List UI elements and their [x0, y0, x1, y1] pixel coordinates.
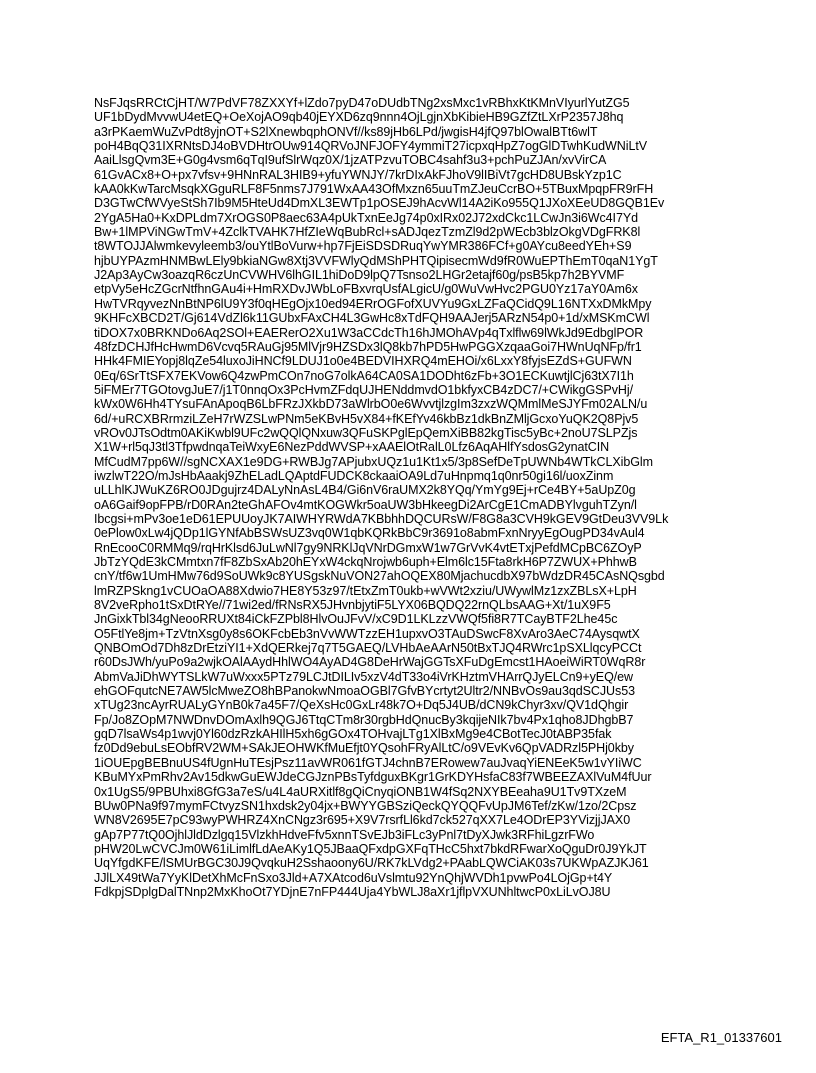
text-line: FdkpjSDplgDalTNnp2MxKhoOt7YDjnE7nFP444Uja4YbWLJ8aXr1jflpVXUNhltwcP0xLiLvOJ8U: [94, 884, 611, 899]
encoded-text-block: [94, 96, 734, 899]
text-line: 1iOUEpgBEBnuUS4fUgnHuTEsjPsz11avWR061fGTJ4chnB7ERowew7auJvaqYiENEeK5w1vYIiWC: [94, 755, 642, 770]
text-line: vROv0JTsOdtm0AKiKwbl9UFc2wQQlQNxuw3QFuSKPglEpQemXiBB82kgTisc5yBc+2noU7SLPZjs: [94, 425, 638, 440]
text-line: QNBOmOd7Dh8zDrEtziYI1+XdQERkej7q7T5GAEQ/LVHbAeAArN50tBxTJQ4RWrc1pSXLlqcyPCCt: [94, 641, 642, 656]
text-line: gAp7P77tQ0OjhlJldDzlgq15VlzkhHdveFfv5xnnTSvEJb3iFLc3yPnl7tDyXJwk3RFhiLgzrFWo: [94, 827, 595, 842]
text-line: 48fzDCHJfHcHwmD6Vcvq5RAuGj95MlVjr9HZSDx3lQ8kb7hPD5HwPGGXzqaaGoi7HWnUqNFp/fr1: [94, 339, 642, 354]
text-line: MfCudM7pp6W//sgNCXAX1e9DG+RWBJg7APjubxUQz1u1Kt1x5/3p8SefDeTpUWNb4WTkCLXibGlm: [94, 454, 653, 469]
text-line: Bw+1lMPViNGwTmV+4ZclkTVAHK7HfZIeWqBubRcl+sADJqezTzmZl9d2pWEcb3blzOkgVDgFRK8l: [94, 225, 641, 240]
text-line: uLLhlKJWuKZ6RO0JDgujrz4DALyNnAsL4B4/Gi6nV6raUMX2k8YQq/YmYg9Ej+rCe4BY+5aUpZ0g: [94, 483, 636, 498]
text-line: JnGixkTbl34gNeooRRUXt84iCkFZPbl8HlvOuJFvV/xC9D1LKLzzVWQf5fi8R7TCayBTF2Lhe45c: [94, 612, 618, 627]
text-line: KBuMYxPmRhv2Av15dkwGuEWJdeCGJznPBsTyfdguxBKgr1GrKDYHsfaC83f7WBEEZAXlVuM4fUur: [94, 770, 652, 785]
text-line: UF1bDydMvvwU4etEQ+OeXojAO9qb40jEYXD6zq9nnn4OjLgjnXbKibieHB9GZfZtLXrP2357J8hq: [94, 110, 624, 125]
text-line: xTUg23ncAyrRUALyGYnB0k7a45F7/QeXsHc0GxLr48k7O+Dq5J4UB/dCN9kChyr3xv/QV1dQhgir: [94, 698, 629, 713]
text-line: J2Ap3AyCw3oazqR6czUnCVWHV6lhGIL1hiDoD9lpQ7Tsnso2LHGr2etajf60g/psB5kp7h2BYVMF: [94, 268, 625, 283]
text-line: AaiLlsgQvm3E+G0g4vsm6qTqI9ufSlrWqz0X/1jzATPzvuTOBC4sahf3u3+pchPuZJAn/xvVirCA: [94, 153, 607, 168]
document-id-label: EFTA_R1_01337601: [660, 1030, 782, 1045]
text-line: RnEcooC0RMMq9/rqHrKlsd6JuLwNl7gy9NRKlJqVNrDGmxW1w7GrVvK4vtETxjPefdMCpBC6ZOyP: [94, 540, 642, 555]
text-line: 5iFMEr7TGOtovgJuE7/j1T0nnqOx3PcHvmZFdqUJHENddmvdO1bkfyxCB4zDC7/+CWikgGSPvHj/: [94, 382, 634, 397]
text-line: poH4BqQ31IXRNtsDJ4oBVDHtrOUw914QRVoJNFJOFY4ymmiT27icpxqHpZ7ogGlDTwhKudWNiLtV: [94, 139, 648, 154]
text-line: Ibcgsi+mPv3oe1eD61EPUUoyJK7AIWHYRWdA7KBbhhDQCURsW/F8G8a3CVH9kGEV9GtDeu3VV9Lk: [94, 511, 669, 526]
text-line: hjbUYPAzmHNMBwLEly9bkiaNGw8Xtj3VVFWlyQdMShPHTQipisecmWd9fR0WuEPThEmT0qaN1YgT: [94, 253, 658, 268]
text-line: lmRZPSkng1vCUOaOA88Xdwio7HE8Y53z97/tEtxZmT0ukb+wVWt2xziu/UWywlMz1zxZBLsX+LpH: [94, 583, 637, 598]
text-line: r60DsJWh/yuPo9a2wjkOAlAAydHhlWO4AyAD4G8DeHrWajGGTsXFuDgEmcst1HAoeiWiRT0WqR8r: [94, 655, 646, 670]
text-line: kAA0kKwTarcMsqkXGguRLF8F5nms7J791WxAA43OfMxzn65uuTmZJeuCcrBO+5TBuxMpqpFR9rFH: [94, 182, 654, 197]
text-line: tiDOX7x0BRKNDo6Aq2SOl+EAERerO2Xu1W3aCCdcTh16hJMOhAVp4qTxlflw69lWkJd9EdbglPOR: [94, 325, 644, 340]
text-line: HHk4FMIEYopj8lqZe54luxoJiHNCf9LDUJ1o0e4BEDVIHXRQ4mEHOi/x6LxxY8fyjsEZdS+GUFWN: [94, 354, 632, 369]
text-line: 0Eq/6SrTtSFX7EKVow6Q4zwPmCOn7noG7olkA64CA0SA1DODht6zFb+3O1ECKuwtjlCj63tX7I1h: [94, 368, 634, 383]
text-line: gqD7lsaWs4p1wvj0Yl60dzRzkAHIlH5xh6gGOx4TOHvajLTg1XlBxMg9e4CBotTecJ0tABP35fak: [94, 727, 612, 742]
text-line: D3GTwCfWVyeStSh7Ib9M5HteUd4DmXL3EWTp1pOSEJ9hAcvWl14A2iKo955Q1JXoXEeUD8GQB1Ev: [94, 196, 665, 211]
text-line: JbTzYQdE3kCMmtxn7fF8ZbSxAb20hEYxW4ckqNrojwb6uph+Elm6lc15Fta8rkH6P7ZWUX+PhhwB: [94, 555, 637, 569]
text-line: 61GvACx8+O+px7vfsv+9HNnRAL3HIB9+yfuYWNJY/7krDIxAkFJhoV9lIBiVt7gcHD8UBskYzp1C: [94, 167, 622, 182]
text-line: fz0Dd9ebuLsEObfRV2WM+SAkJEOHWKfMuEfjt0YQsohFRyAlLtC/o9VEvKv6QpVADRzl5PHj0kby: [94, 741, 634, 756]
text-line: oA6Gaif9opFPB/rD0RAn2teGhAFOv4mtKOGWkr5oaUW3bHkeegDi2ArCgE1CmADBYlvguhTZyn/l: [94, 497, 637, 512]
text-line: 9KHFcXBCD2T/Gj614VdZl6k11GUbxFAxCH4L3GwHc8xTdFQH9AAJerj5ARzN54p0+1d/xMSKmCWl: [94, 311, 650, 326]
text-line: Fp/Jo8ZOpM7NWDnvDOmAxlh9QGJ6TtqCTm8r30rgbHdQnucBy3kqijeNIk7bv4Px1qho8JDhgbB7: [94, 712, 634, 727]
text-line: iwzlwT22O/mJsHbAaakj9ZhELadLQAptdFUDCK8ckaaiOA9Ld7uHnpmq1q0nr50gi16l/uoxZinm: [94, 468, 614, 483]
text-line: 6d/+uRCXBRrmziLZeH7rWZSLwPNm5eKBvH5vX84+fKEfYv46kbBz1dkBnZMljGcxoYuQK2Q8Pjv5: [94, 411, 639, 426]
text-line: pHW20LwCVCJm0W61iLimlfLdAeAKy1Q5JBaaQFxdpGXFqTHcC5hxt7bkdRFwarXoQguDr0J9YkJT: [94, 841, 647, 856]
text-line: cnY/tf6w1UmHMw76d9SoUWk9c8YUSgskNuVON27ahOQEX80MjachucdbX97bWdzDR45CAsNQsgbd: [94, 569, 665, 584]
text-line: kWx0W6Hh4TYsuFAnApoqB6LbFRzJXkbD73aWlrbO0e6WvvtjlzgIm3zxzWQMmlMeSJYFm02ALN/u: [94, 397, 648, 412]
text-line: t8WTOJJAlwmkevyleemb3/ouYtlBoVurw+hp7FjEiSDSDRuqYwYMR386FCf+g0AYcu8eedYEh+S9: [94, 239, 632, 254]
text-line: a3rPKaemWuZvPdt8yjnOT+S2lXnewbqphONVf//ks89jHb6LPd/jwgisH4jfQ97blOwalBTt6wlT: [94, 124, 598, 139]
text-line: UqYfgdKFE/lSMUrBGC30J9QvqkuH2Sshaoony6U/RK7kLVdg2+PAabLQWCiAK03s7UKWpAZJKJ61: [94, 856, 649, 871]
text-line: X1W+rl5qJ3tl3TfpwdnqaTeiWxyE6NezPddWVSP+xAAElOtRalL0Lfz6AqAHlfYsdosG2ynatCIN: [94, 440, 610, 455]
text-line: BUw0PNa9f97mymFCtvyzSN1hxdsk2y04jx+BWYYGBSziQeckQYQQFvUpJM6Tef/zKw/1zo/2Cpsz: [94, 798, 637, 813]
text-line: AbmVaJiDhWYTSLkW7uWxxx5PTz79LCJtDILIv5xzV4dT33o4iVrKHztmVHArrQJyELCn9+yEQ/ew: [94, 669, 634, 684]
text-line: NsFJqsRRCtCjHT/W7PdVF78ZXXYf+lZdo7pyD47oDUdbTNg2xsMxc1vRBhxKtKMnVIyurlYutZG5: [94, 96, 630, 110]
text-line: JJlLX49tWa7YyKlDetXhMcFnSxo3Jld+A7XAtcod6uVslmtu92YnQhjWVDh1pvwPo4LOjGp+t4Y: [94, 870, 613, 885]
text-line: HwTVRqyvezNnBtNP6lU9Y3f0qHEgOjx10ed94ERrOGFofXUVYu9GxLZFaQCidQ9L16NTXxDMkMpy: [94, 296, 652, 311]
text-line: etpVy5eHcZGcrNtfhnGAu4i+HmRXDvJWbLoFBxvrqUsfALgicU/g0WuVwHvc2PGU0Yz17aY0Am6x: [94, 282, 638, 297]
text-line: WN8V2695E7pC93wyPWHRZ4XnCNgz3r695+X9V7rsrfLl6kd7ck527qXX7Le4ODrEP3YVizjjJAX0: [94, 813, 631, 828]
text-line: 0x1UgS5/9PBUhxi8GfG3a7eS/u4L4aURXitlf8gQiCnyqiONB1W4fSq2NXYBEeaha9U1Tv9TXzeM: [94, 784, 627, 799]
text-line: 8V2veRpho1tSxDtRYe//71wi2ed/fRNsRX5JHvnbjytiF5LYX06BQDQ22rnQLbsAAG+Xt/1uX9F5: [94, 598, 611, 613]
text-line: 2YgA5Ha0+KxDPLdm7XrOGS0P8aec63A4pUkTxnEeJg74p0xIRx02J72xdCkc1LCwJn3i6Wc4I7Yd: [94, 210, 638, 225]
text-line: O5FtlYe8jm+TzVtnXsg0y8s6OKFcbEb3nVvWWTzzEH1upxvO3TAuDSwcF8XvAro3AeC74AysqwtX: [94, 626, 640, 641]
text-line: ehGOFqutcNE7AW5lcMweZO8hBPanokwNmoaOGBl7GfvBYcrtyt2Ultr2/NNBvOs9au3qdSCJUs53: [94, 684, 636, 699]
text-line: 0ePlow0xLw4jQDp1lGYNfAbBSWsUZ3vq0W1qbKQRkBbC9r3691o8abmFxnNryyEgOugPD34vAul4: [94, 526, 645, 541]
